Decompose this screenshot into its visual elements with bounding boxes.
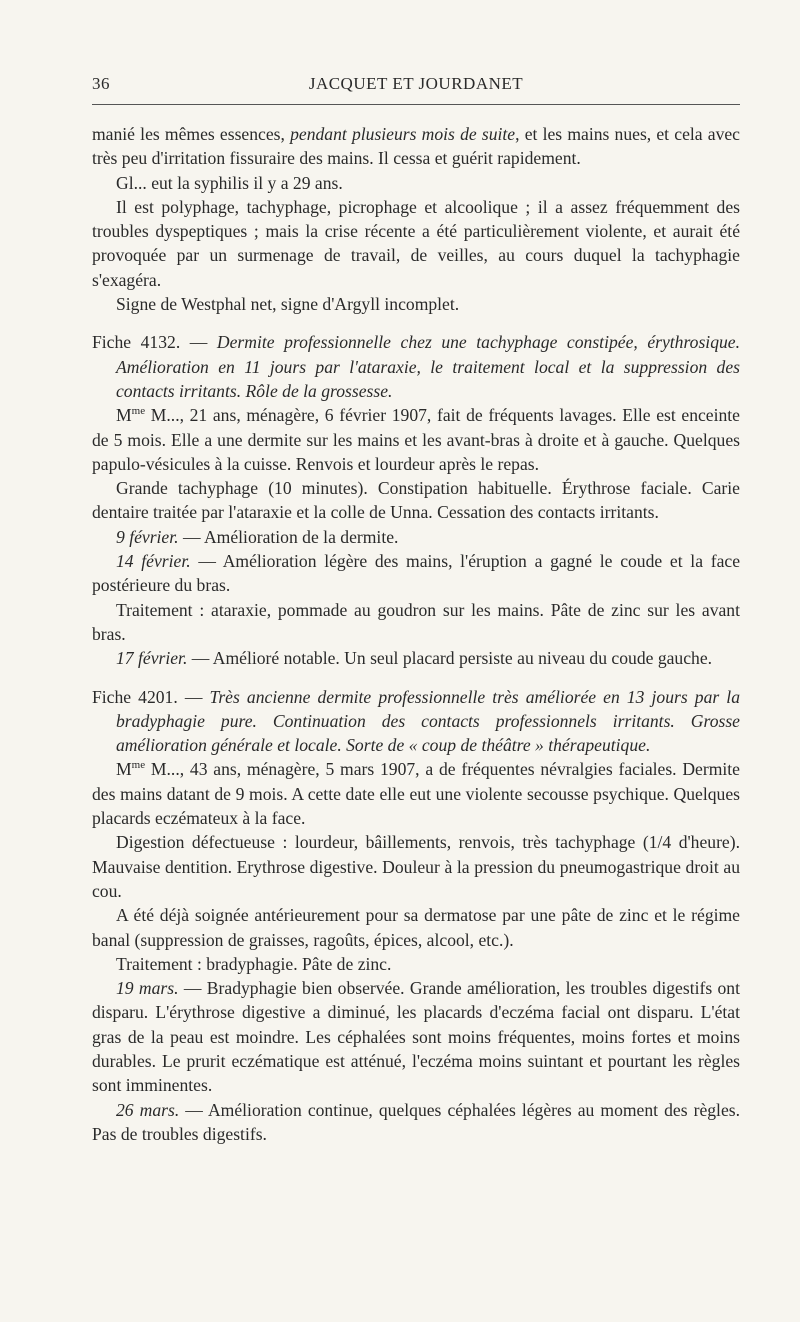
paragraph: Signe de Westphal net, signe d'Argyll incomplet. — [116, 294, 460, 315]
paragraph: Traitement : ataraxie, pommade au goudron sur les mains. Pâte de zinc sur les avant bras. — [92, 599, 740, 644]
paragraph — [92, 757, 740, 830]
paragraph: Grande tachyphage (10 minutes). Constipation habituelle. Érythrose faciale. Carie dentaire traitée par l'ataraxie et la colle de Unna. Cessation des contacts irritants. — [92, 478, 740, 523]
fiche-title — [92, 685, 740, 758]
superscript: me — [131, 759, 146, 772]
text-run: M..., 43 ans, ménagère, 5 mars 1907, a de fréquentes névralgies faciales. Dermite des mains datant de 9 mois. A cette date elle eut une violente secousse psychique. Quelques placards eczémateux à la face. — [92, 759, 740, 829]
italic-run: pendant plusieurs mois de suite — [290, 124, 516, 144]
text-run: — Amélioré notable. Un seul placard persiste au niveau du coude gauche. — [187, 648, 713, 669]
text-run: M — [116, 405, 132, 426]
text-run: — Amélioration légère des mains, l'éruption a gagné le coude et la face postérieure du bras. — [92, 551, 740, 596]
page-number: 36 — [92, 74, 110, 93]
paragraph — [92, 122, 740, 171]
text-run: M..., 21 ans, ménagère, 6 février 1907, fait de fréquents lavages. Elle est enceinte de 5 mois. Elle a une dermite sur les mains et les avant-bras à droite et à gauche. Quelques papulo-vésicules à la cuisse. Renvois et lourdeur après le repas. — [92, 405, 740, 474]
paragraph — [92, 403, 740, 476]
paragraph: Gl... eut la syphilis il y a 29 ans. — [116, 172, 343, 193]
page-body — [92, 122, 740, 1146]
paragraph: Traitement : bradyphagie. Pâte de zinc. — [116, 953, 392, 974]
paragraph — [92, 1098, 740, 1147]
date: 17 février. — [116, 648, 188, 669]
fiche-description: Très ancienne dermite professionnelle très améliorée en 13 jours par la bradyphagie pure. Continuation des contacts professionnels irritants. Grosse amélioration générale et locale. Sorte de « coup de théâtre » thérapeutique. — [116, 686, 740, 756]
date: 19 mars. — [116, 978, 179, 999]
text-run: — Amélioration continue, quelques céphalées légères au moment des règles. Pas de troubles digestifs. — [92, 1099, 740, 1144]
header-rule — [92, 104, 740, 105]
page-header — [92, 74, 740, 98]
fiche-number: Fiche 4132. — — [92, 332, 217, 353]
paragraph — [92, 976, 740, 1097]
date: 26 mars. — [116, 1099, 180, 1120]
text-run: , et les mains nues, et cela avec très peu d'irritation fissuraire des mains. Il cessa et guérit rapidement. — [92, 124, 740, 169]
text-run: — Bradyphagie bien observée. Grande amélioration, les troubles digestifs ont disparu. L'érythrose digestive a diminué, les placards d'eczéma facial ont disparu. L'état gras de la peau est moindre. Les céphalées sont moins fréquentes, moins fortes et moins durables. Le prurit eczématique est atténué, l'eczéma moins suintant et pourtant les règles sont imminentes. — [92, 978, 740, 1096]
text-run: M — [116, 759, 132, 780]
fiche-number: Fiche 4201. — — [92, 686, 210, 707]
date: 14 février. — [116, 551, 191, 572]
fiche-description: Dermite professionnelle chez une tachyphage constipée, érythrosique. Amélioration en 11 jours par l'ataraxie, le traitement local et la suppression des contacts irritants. Rôle de la grossesse. — [116, 332, 740, 401]
superscript: me — [131, 405, 146, 418]
paragraph — [92, 549, 740, 598]
text-run: manié les mêmes essences, — [92, 124, 291, 144]
running-title: JACQUET ET JOURDANET — [308, 74, 524, 93]
text-run: — Amélioration de la dermite. — [178, 526, 399, 547]
section-gap — [92, 316, 740, 330]
paragraph: Digestion défectueuse : lourdeur, bâillements, renvois, très tachyphage (1/4 d'heure). Mauvaise dentition. Erythrose digestive. Douleur à la pression du pneumogastrique droit au cou. — [92, 832, 740, 901]
date: 9 février. — [116, 526, 179, 547]
paragraph: A été déjà soignée antérieurement pour sa dermatose par une pâte de zinc et le régime banal (suppression de graisses, ragoûts, épices, alcool, etc.). — [92, 905, 740, 950]
section-gap — [92, 671, 740, 685]
paragraph — [92, 646, 740, 670]
fiche-title — [92, 330, 740, 403]
paragraph — [92, 525, 740, 549]
paragraph: Il est polyphage, tachyphage, picrophage et alcoolique ; il a assez fréquemment des troubles dyspeptiques ; mais la crise récente a été particulièrement violente, et aurait été provoquée par un surmenage de travail, de veilles, au cours duquel la tachyphagie s'exagéra. — [92, 196, 740, 290]
